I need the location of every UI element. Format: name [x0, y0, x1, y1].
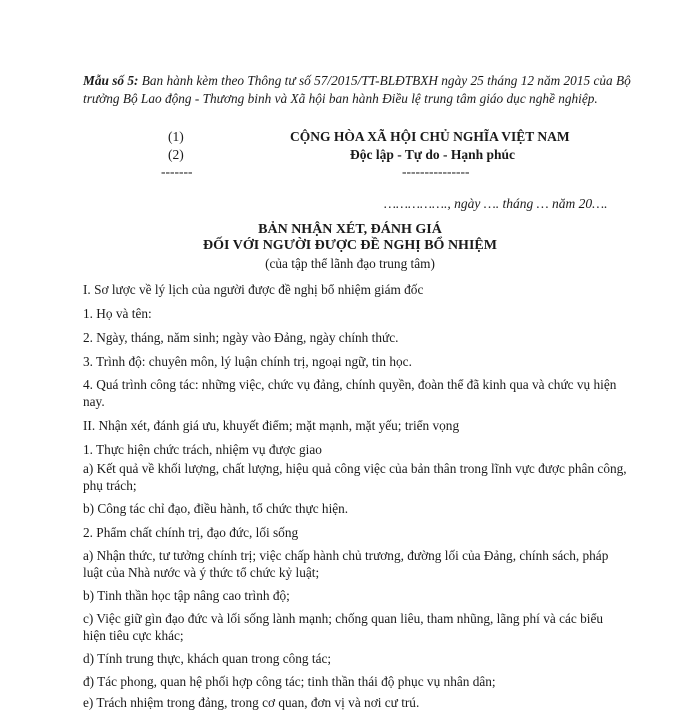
line-ethics: 2. Phẩm chất chính trị, đạo đức, lối sống — [83, 525, 299, 540]
line-full-name: 1. Họ và tên: — [83, 306, 152, 321]
line-direction: b) Công tác chỉ đạo, điều hành, tổ chức thực hiện. — [83, 501, 349, 516]
line-political-awareness: a) Nhận thức, tư tưởng chính trị; việc chấp hành chủ trương, đường lối của Đảng, chính sách, pháp luật của Nhà nước và ý thức tổ chức kỷ luật; — [83, 548, 609, 580]
agency-line-1: (1) — [168, 129, 184, 144]
line-learning: b) Tinh thần học tập nâng cao trình độ; — [83, 588, 290, 603]
date-line: ……………., ngày …. tháng … năm 20…. — [384, 196, 608, 211]
agency-separator: ------- — [161, 164, 193, 179]
line-morality: c) Việc giữ gìn đạo đức và lối sống lành mạnh; chống quan liêu, tham nhũng, lãng phí và các biểu hiện tiêu cực khác; — [83, 611, 603, 643]
line-manner: đ) Tác phong, quan hệ phối hợp công tác; tinh thần thái độ phục vụ nhân dân; — [83, 674, 496, 689]
national-motto: Độc lập - Tự do - Hạnh phúc — [350, 147, 516, 162]
doc-title-line1: BẢN NHẬN XÉT, ĐÁNH GIÁ — [258, 222, 442, 237]
line-duties: 1. Thực hiện chức trách, nhiệm vụ được giao — [83, 442, 322, 457]
doc-subtitle: (của tập thể lãnh đạo trung tâm) — [265, 256, 435, 271]
line-honesty: d) Tính trung thực, khách quan trong công tác; — [83, 651, 332, 666]
motto-separator: --------------- — [402, 164, 470, 179]
line-section-1: I. Sơ lược về lý lịch của người được đề nghị bổ nhiệm giám đốc — [83, 282, 424, 297]
form-note — [83, 72, 643, 108]
doc-title-line2: ĐỐI VỚI NGƯỜI ĐƯỢC ĐỀ NGHỊ BỔ NHIỆM — [203, 238, 497, 253]
line-section-2: II. Nhận xét, đánh giá ưu, khuyết điểm; mặt mạnh, mặt yếu; triển vọng — [83, 418, 460, 433]
country-name: CỘNG HÒA XÃ HỘI CHỦ NGHĨA VIỆT NAM — [290, 129, 570, 144]
agency-line-2: (2) — [168, 147, 184, 162]
form-note-text: Ban hành kèm theo Thông tư số 57/2015/TT-BLĐTBXH ngày 25 tháng 12 năm 2015 của Bộ trưởng Bộ Lao động - Thương binh và Xã hội ban hành Điều lệ trung tâm giáo dục nghề nghiệp. — [83, 73, 631, 106]
form-label: Mẫu số 5: — [83, 73, 139, 88]
line-career: 4. Quá trình công tác: những việc, chức vụ đảng, chính quyền, đoàn thể đã kinh qua và chức vụ hiện nay. — [83, 377, 617, 409]
line-duty-results: a) Kết quả về khối lượng, chất lượng, hiệu quả công việc của bản thân trong lĩnh vực được phân công, phụ trách; — [83, 461, 627, 493]
line-responsibility: e) Trách nhiệm trong đảng, trong cơ quan, đơn vị và nơi cư trú. — [83, 695, 420, 710]
line-birth-date: 2. Ngày, tháng, năm sinh; ngày vào Đảng, ngày chính thức. — [83, 330, 399, 345]
line-qualification: 3. Trình độ: chuyên môn, lý luận chính trị, ngoại ngữ, tin học. — [83, 354, 412, 369]
